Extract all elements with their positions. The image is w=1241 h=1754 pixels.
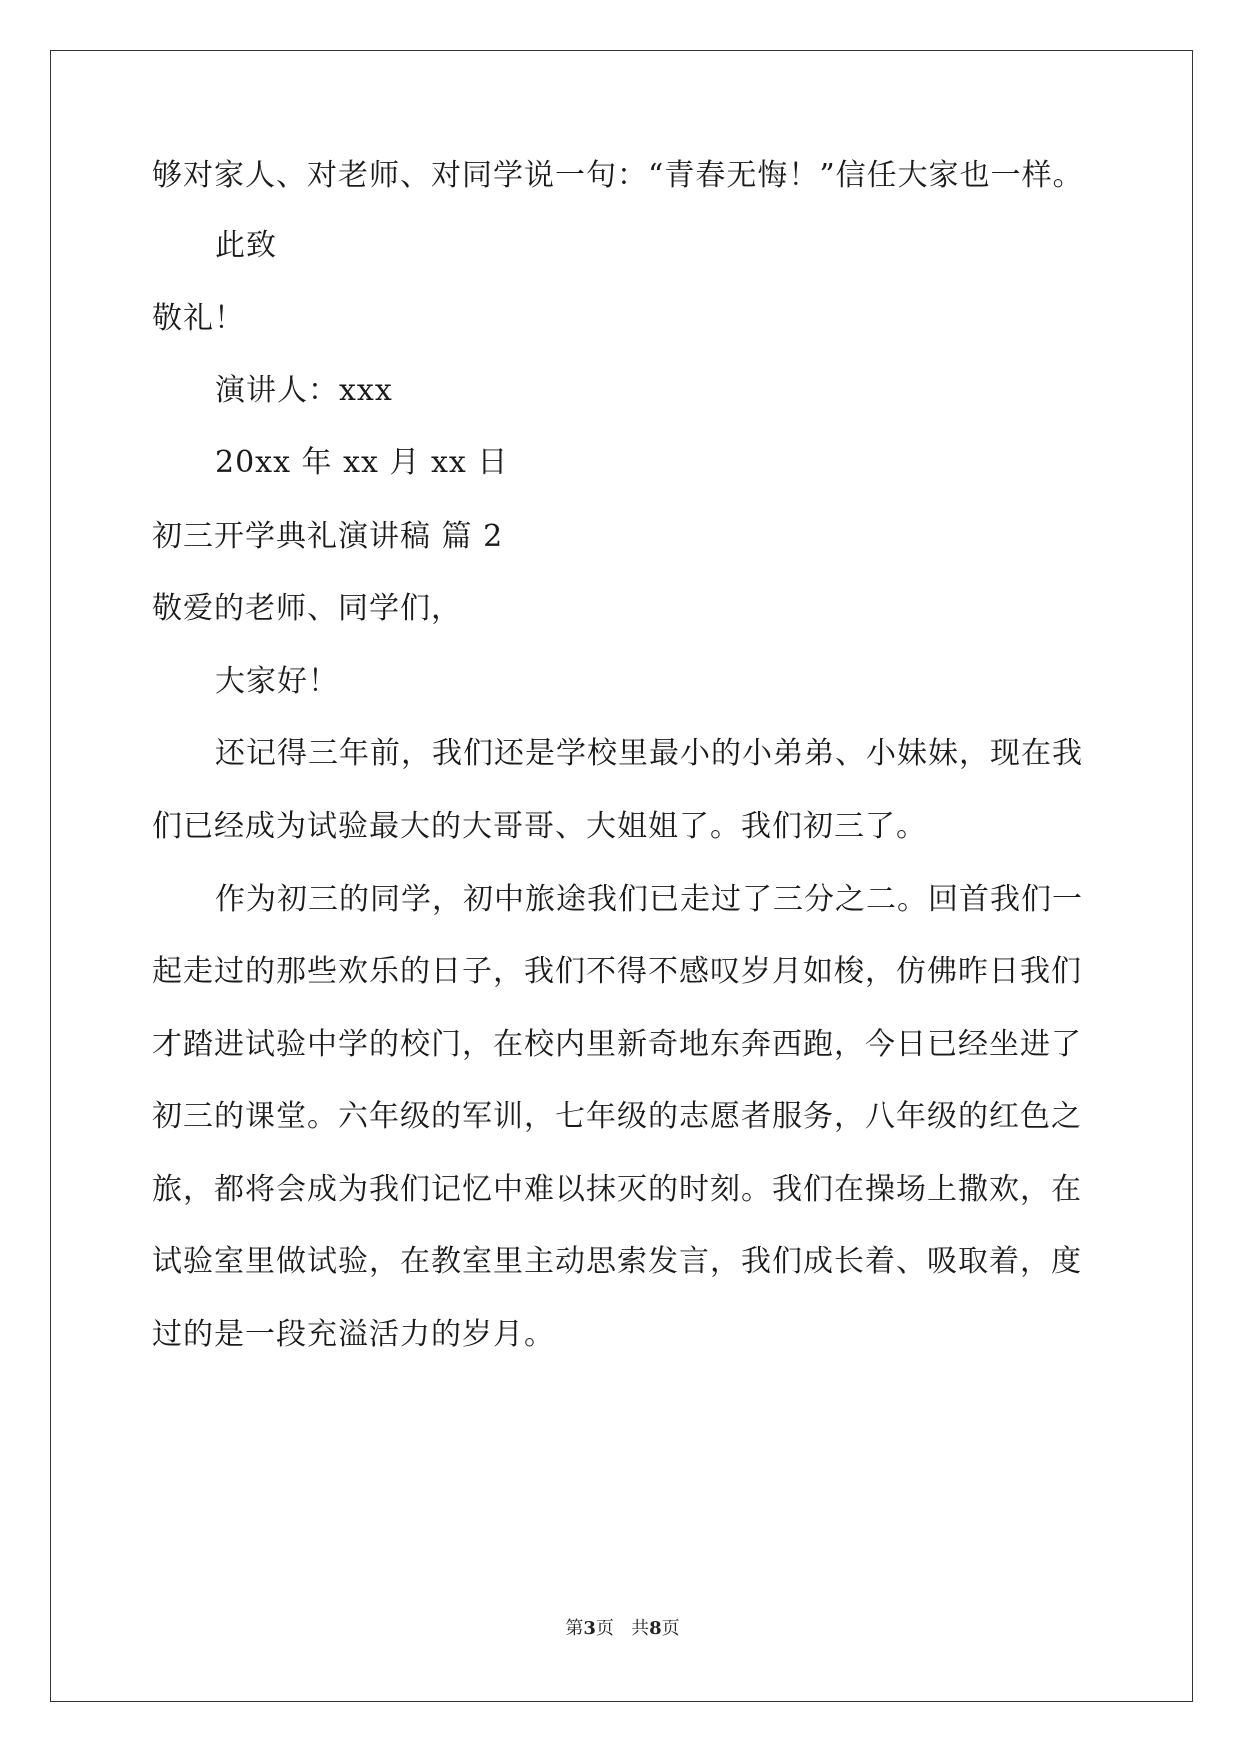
greeting-audience: 敬爱的老师、同学们， xyxy=(152,591,462,626)
paragraph-2-line-5: 旅，都将会成为我们记忆中难以抹灭的时刻。我们在操场上撒欢，在 xyxy=(152,1172,1082,1207)
paragraph-2-line-1: 作为初三的同学，初中旅途我们已走过了三分之二。回首我们一 xyxy=(215,882,1083,917)
total-suffix: 页 xyxy=(661,1618,680,1639)
salutation-jingli: 敬礼！ xyxy=(152,301,245,336)
greeting-hello: 大家好！ xyxy=(215,664,339,699)
paragraph-2-line-6: 试验室里做试验，在教室里主动思索发言，我们成长着、吸取着，度 xyxy=(152,1244,1082,1279)
paragraph-1-line-1: 还记得三年前，我们还是学校里最小的小弟弟、小妹妹，现在我 xyxy=(215,736,1083,771)
total-prefix: 共 xyxy=(631,1618,650,1639)
page-prefix: 第 xyxy=(565,1618,584,1639)
paragraph-2-line-2: 起走过的那些欢乐的日子，我们不得不感叹岁月如梭，仿佛昨日我们 xyxy=(152,954,1082,989)
paragraph-2-line-4: 初三的课堂。六年级的军训，七年级的志愿者服务，八年级的红色之 xyxy=(152,1099,1082,1134)
closing-sentence-continuation: 够对家人、对老师、对同学说一句：“青春无悔！”信任大家也一样。 xyxy=(152,158,1084,193)
date-line: 20xx 年 xx 月 xx 日 xyxy=(215,445,509,480)
page-suffix: 页 xyxy=(595,1618,614,1639)
paragraph-2-line-3: 才踏进试验中学的校门，在校内里新奇地东奔西跑，今日已经坐进了 xyxy=(152,1027,1082,1062)
paragraph-2-line-7: 过的是一段充溢活力的岁月。 xyxy=(152,1317,555,1352)
current-page-number: 3 xyxy=(583,1618,596,1639)
page-footer xyxy=(51,1617,1194,1641)
section-title: 初三开学典礼演讲稿 篇 2 xyxy=(152,519,504,554)
speaker-line: 演讲人：xxx xyxy=(215,373,393,408)
paragraph-1-line-2: 们已经成为试验最大的大哥哥、大姐姐了。我们初三了。 xyxy=(152,809,927,844)
salutation-cizhi: 此致 xyxy=(215,228,277,263)
total-page-count: 8 xyxy=(649,1618,662,1639)
page-frame xyxy=(50,50,1193,1702)
